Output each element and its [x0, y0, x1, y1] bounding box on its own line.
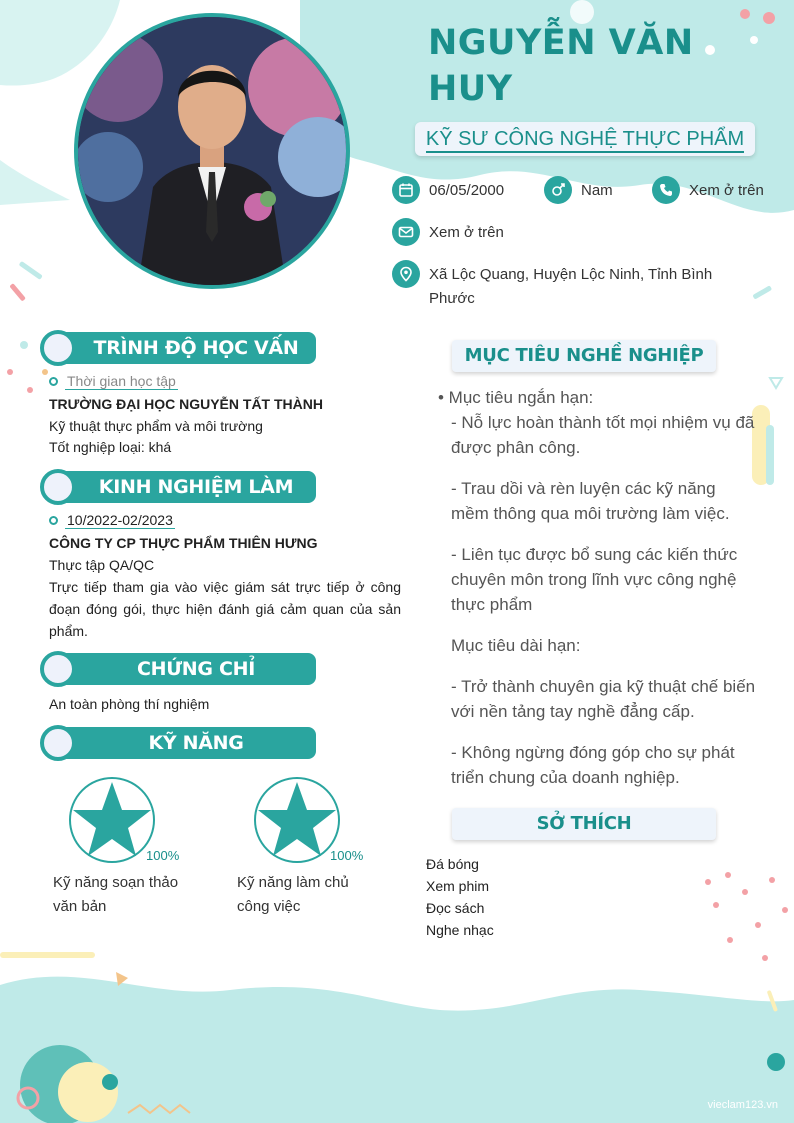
phone-text: Xem ở trên: [689, 182, 764, 199]
certificates-header: [40, 652, 316, 686]
section-circle-icon: [40, 725, 76, 761]
email-text: Xem ở trên: [429, 224, 504, 241]
skill-item: [253, 776, 341, 864]
objective-long-1: - Trở thành chuyên gia kỹ thuật chế biến với nền tảng tay nghề đẳng cấp.: [451, 677, 756, 721]
job-title: [415, 122, 755, 156]
contact-phone: [652, 176, 764, 204]
certificate-item: An toàn phòng thí nghiệm: [49, 696, 210, 712]
experience-position: Thực tập QA/QC: [49, 557, 155, 573]
education-grade: Tốt nghiệp loại: khá: [49, 439, 172, 455]
objective-short-1: - Nỗ lực hoàn thành tốt mọi nhiệm vụ đã được phân công.: [451, 413, 755, 457]
skill-label: Kỹ năng làm chủ công việc: [237, 874, 349, 915]
birthday-text: 06/05/2000: [429, 182, 505, 199]
objective-long-heading: Mục tiêu dài hạn:: [451, 636, 581, 655]
education-school: TRƯỜNG ĐẠI HỌC NGUYỄN TẤT THÀNH: [49, 396, 323, 412]
skills-title: KỸ NĂNG: [148, 732, 244, 754]
skill-percent: 100%: [146, 848, 180, 863]
candidate-name: NGUYỄN VĂN HUY: [428, 23, 694, 109]
education-header: [40, 331, 316, 365]
experience-description: Trực tiếp tham gia vào việc giám sát trực tiếp ở công đoạn đóng gói, thực hiện đánh giá cảm quan của sản phẩm.: [49, 579, 401, 639]
objective-short-heading: • Mục tiêu ngắn hạn:: [438, 388, 594, 407]
education-title: TRÌNH ĐỘ HỌC VẤN: [93, 337, 299, 359]
skills-header: [40, 726, 316, 760]
contact-birthday: [392, 176, 504, 204]
profile-photo: [78, 17, 346, 285]
calendar-icon: [392, 176, 420, 204]
skill-item: [68, 776, 156, 864]
experience-period: 10/2022-02/2023: [67, 512, 173, 528]
address-text: Xã Lộc Quang, Huyện Lộc Ninh, Tỉnh Bình Phước: [429, 266, 713, 307]
contact-gender: [544, 176, 613, 204]
location-pin-icon: [392, 260, 420, 288]
education-period: Thời gian học tập: [67, 373, 176, 389]
hobbies-list: [426, 853, 494, 941]
section-circle-icon: [40, 330, 76, 366]
star-rating-icon: [253, 776, 341, 864]
job-title-text: KỸ SƯ CÔNG NGHỆ THỰC PHẨM: [426, 128, 744, 153]
mail-icon: [392, 218, 420, 246]
education-period-row: [49, 373, 178, 390]
objective-content: [438, 385, 756, 806]
section-circle-icon: [40, 651, 76, 687]
education-major: Kỹ thuật thực phẩm và môi trường: [49, 418, 263, 434]
hobby-item: Đọc sách: [426, 900, 485, 916]
hobby-item: Đá bóng: [426, 856, 479, 872]
bullet-dot-icon: [49, 377, 58, 386]
skill-percent: 100%: [330, 848, 364, 863]
hobby-item: Xem phim: [426, 878, 490, 894]
experience-period-row: [49, 512, 175, 529]
avatar: [74, 13, 350, 289]
star-rating-icon: [68, 776, 156, 864]
watermark: vieclam123.vn: [707, 1099, 778, 1111]
hobby-item: Nghe nhạc: [426, 922, 494, 938]
certificates-title: CHỨNG CHỈ: [136, 658, 256, 680]
objective-long-2: - Không ngừng đóng góp cho sự phát triển chung của doanh nghiệp.: [451, 743, 735, 787]
objective-header: MỤC TIÊU NGHỀ NGHIỆP: [452, 340, 716, 372]
skill-label: Kỹ năng soạn thảo văn bản: [53, 874, 179, 915]
gender-text: Nam: [581, 182, 613, 199]
objective-short-2: - Trau dồi và rèn luyện các kỹ năng mềm thông qua môi trường làm việc.: [451, 479, 730, 523]
contact-address: [392, 260, 772, 311]
gender-icon: [544, 176, 572, 204]
hobbies-header: SỞ THÍCH: [452, 808, 716, 840]
experience-company: CÔNG TY CP THỰC PHẨM THIÊN HƯNG: [49, 535, 318, 551]
bullet-dot-icon: [49, 516, 58, 525]
contact-email: [392, 218, 504, 246]
objective-short-3: - Liên tục được bổ sung các kiến thức chuyên môn trong lĩnh vực công nghệ thực phẩm: [451, 545, 738, 614]
experience-title: KINH NGHIỆM LÀM VIỆC: [98, 476, 294, 532]
section-circle-icon: [40, 469, 76, 505]
phone-icon: [652, 176, 680, 204]
